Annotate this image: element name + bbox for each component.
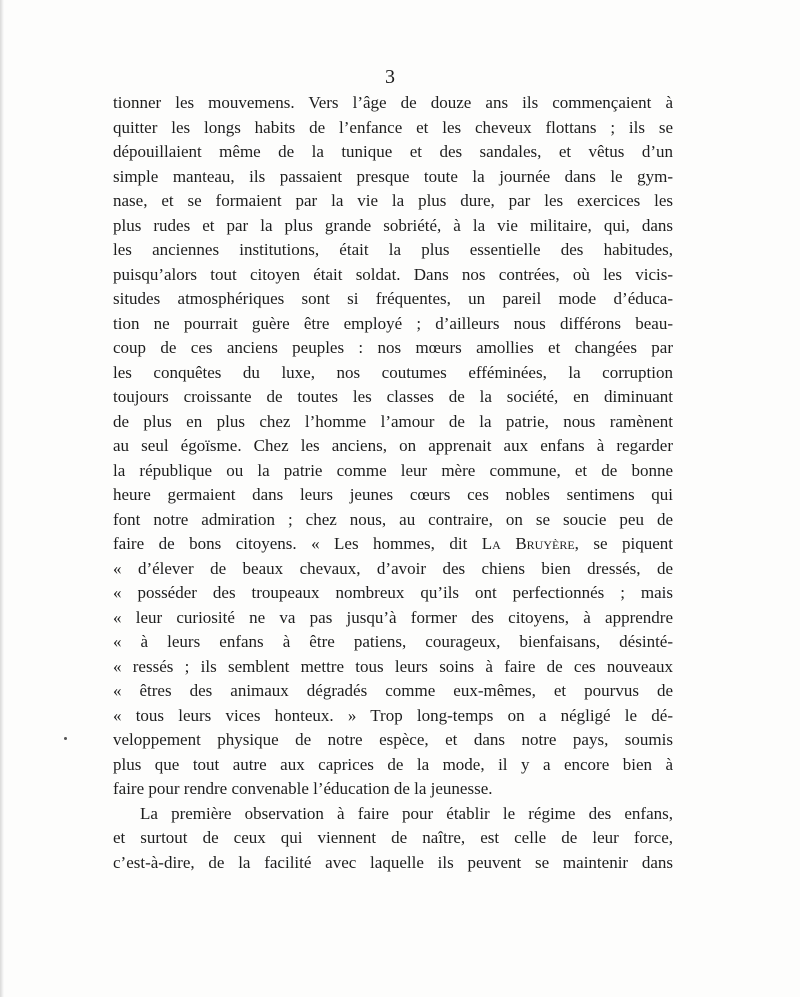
text-line: quitter les longs habits de l’enfance et les cheveux flottans ; ils se bbox=[113, 117, 673, 137]
text-line: situdes atmosphériques sont si fréquentes, un pareil mode d’éduca- bbox=[113, 289, 673, 308]
text-line: tion ne pourrait guère être employé ; d’ailleurs nous différons beau- bbox=[113, 313, 673, 333]
quote-line: « êtres des animaux dégradés comme eux-mêmes, et pourvus de bbox=[113, 681, 673, 700]
text-segment: , se piquent bbox=[574, 534, 673, 553]
text-line: les conquêtes du luxe, nos coutumes efféminées, la corruption bbox=[113, 362, 673, 382]
body-text bbox=[113, 91, 673, 875]
text-line: la république ou la patrie comme leur mère commune, et de bonne bbox=[113, 460, 673, 480]
text-line: simple manteau, ils passaient presque toute la journée dans le gym- bbox=[113, 166, 673, 186]
text-line: tionner les mouvemens. Vers l’âge de douze ans ils commençaient à bbox=[113, 93, 673, 112]
quote-line: « ressés ; ils semblent mettre tous leurs soins à faire de ces nouveaux bbox=[113, 656, 673, 676]
text-line: et surtout de ceux qui viennent de naître, est celle de leur force, bbox=[113, 828, 673, 847]
author-name: La Bruyère bbox=[481, 534, 575, 553]
quote-line: « posséder des troupeaux nombreux qu’ils ont perfectionnés ; mais bbox=[113, 583, 673, 602]
quote-line: « d’élever de beaux chevaux, d’avoir des chiens bien dressés, de bbox=[113, 558, 673, 578]
quote-line: « à leurs enfans à être patiens, courageux, bienfaisans, désinté- bbox=[113, 632, 673, 651]
page-edge-shadow bbox=[0, 0, 4, 997]
text-line: heure germaient dans leurs jeunes cœurs ces nobles sentimens qui bbox=[113, 485, 673, 504]
text-line: de plus en plus chez l’homme l’amour de la patrie, nous ramènent bbox=[113, 411, 673, 431]
text-line: font notre admiration ; chez nous, au contraire, on se soucie peu de bbox=[113, 509, 673, 529]
text-line: nase, et se formaient par la vie la plus dure, par les exercices les bbox=[113, 191, 673, 210]
text-line: c’est-à-dire, de la facilité avec laquelle ils peuvent se maintenir dans bbox=[113, 852, 673, 872]
text-segment: faire de bons citoyens. « Les hommes, dit bbox=[113, 534, 482, 553]
quote-line: « leur curiosité ne va pas jusqu’à former des citoyens, à apprendre bbox=[113, 607, 673, 627]
text-line-with-author bbox=[113, 532, 673, 557]
text-line: les anciennes institutions, était la plus essentielle des habitudes, bbox=[113, 240, 673, 259]
text-line: toujours croissante de toutes les classes de la société, en diminuant bbox=[113, 387, 673, 406]
quote-line: « tous leurs vices honteux. » Trop long-temps on a négligé le dé- bbox=[113, 705, 673, 725]
paragraph-first-line: La première observation à faire pour établir le régime des enfans, bbox=[140, 803, 673, 823]
text-line: coup de ces anciens peuples : nos mœurs amollies et changées par bbox=[113, 338, 673, 357]
text-line: puisqu’alors tout citoyen était soldat. Dans nos contrées, où les vicis- bbox=[113, 264, 673, 284]
text-line: plus que tout autre aux caprices de la mode, il y a encore bien à bbox=[113, 754, 673, 774]
text-line: au seul égoïsme. Chez les anciens, on apprenait aux enfans à regarder bbox=[113, 436, 673, 455]
text-line: plus rudes et par la plus grande sobriété, à la vie militaire, qui, dans bbox=[113, 215, 673, 235]
text-line: dépouillaient même de la tunique et des sandales, et vêtus d’un bbox=[113, 142, 673, 161]
ink-speck bbox=[64, 737, 67, 740]
paragraph-last-line: faire pour rendre convenable l’éducation de la jeunesse. bbox=[113, 779, 493, 798]
text-line: veloppement physique de notre espèce, et dans notre pays, soumis bbox=[113, 730, 673, 749]
page-number: 3 bbox=[385, 66, 395, 88]
